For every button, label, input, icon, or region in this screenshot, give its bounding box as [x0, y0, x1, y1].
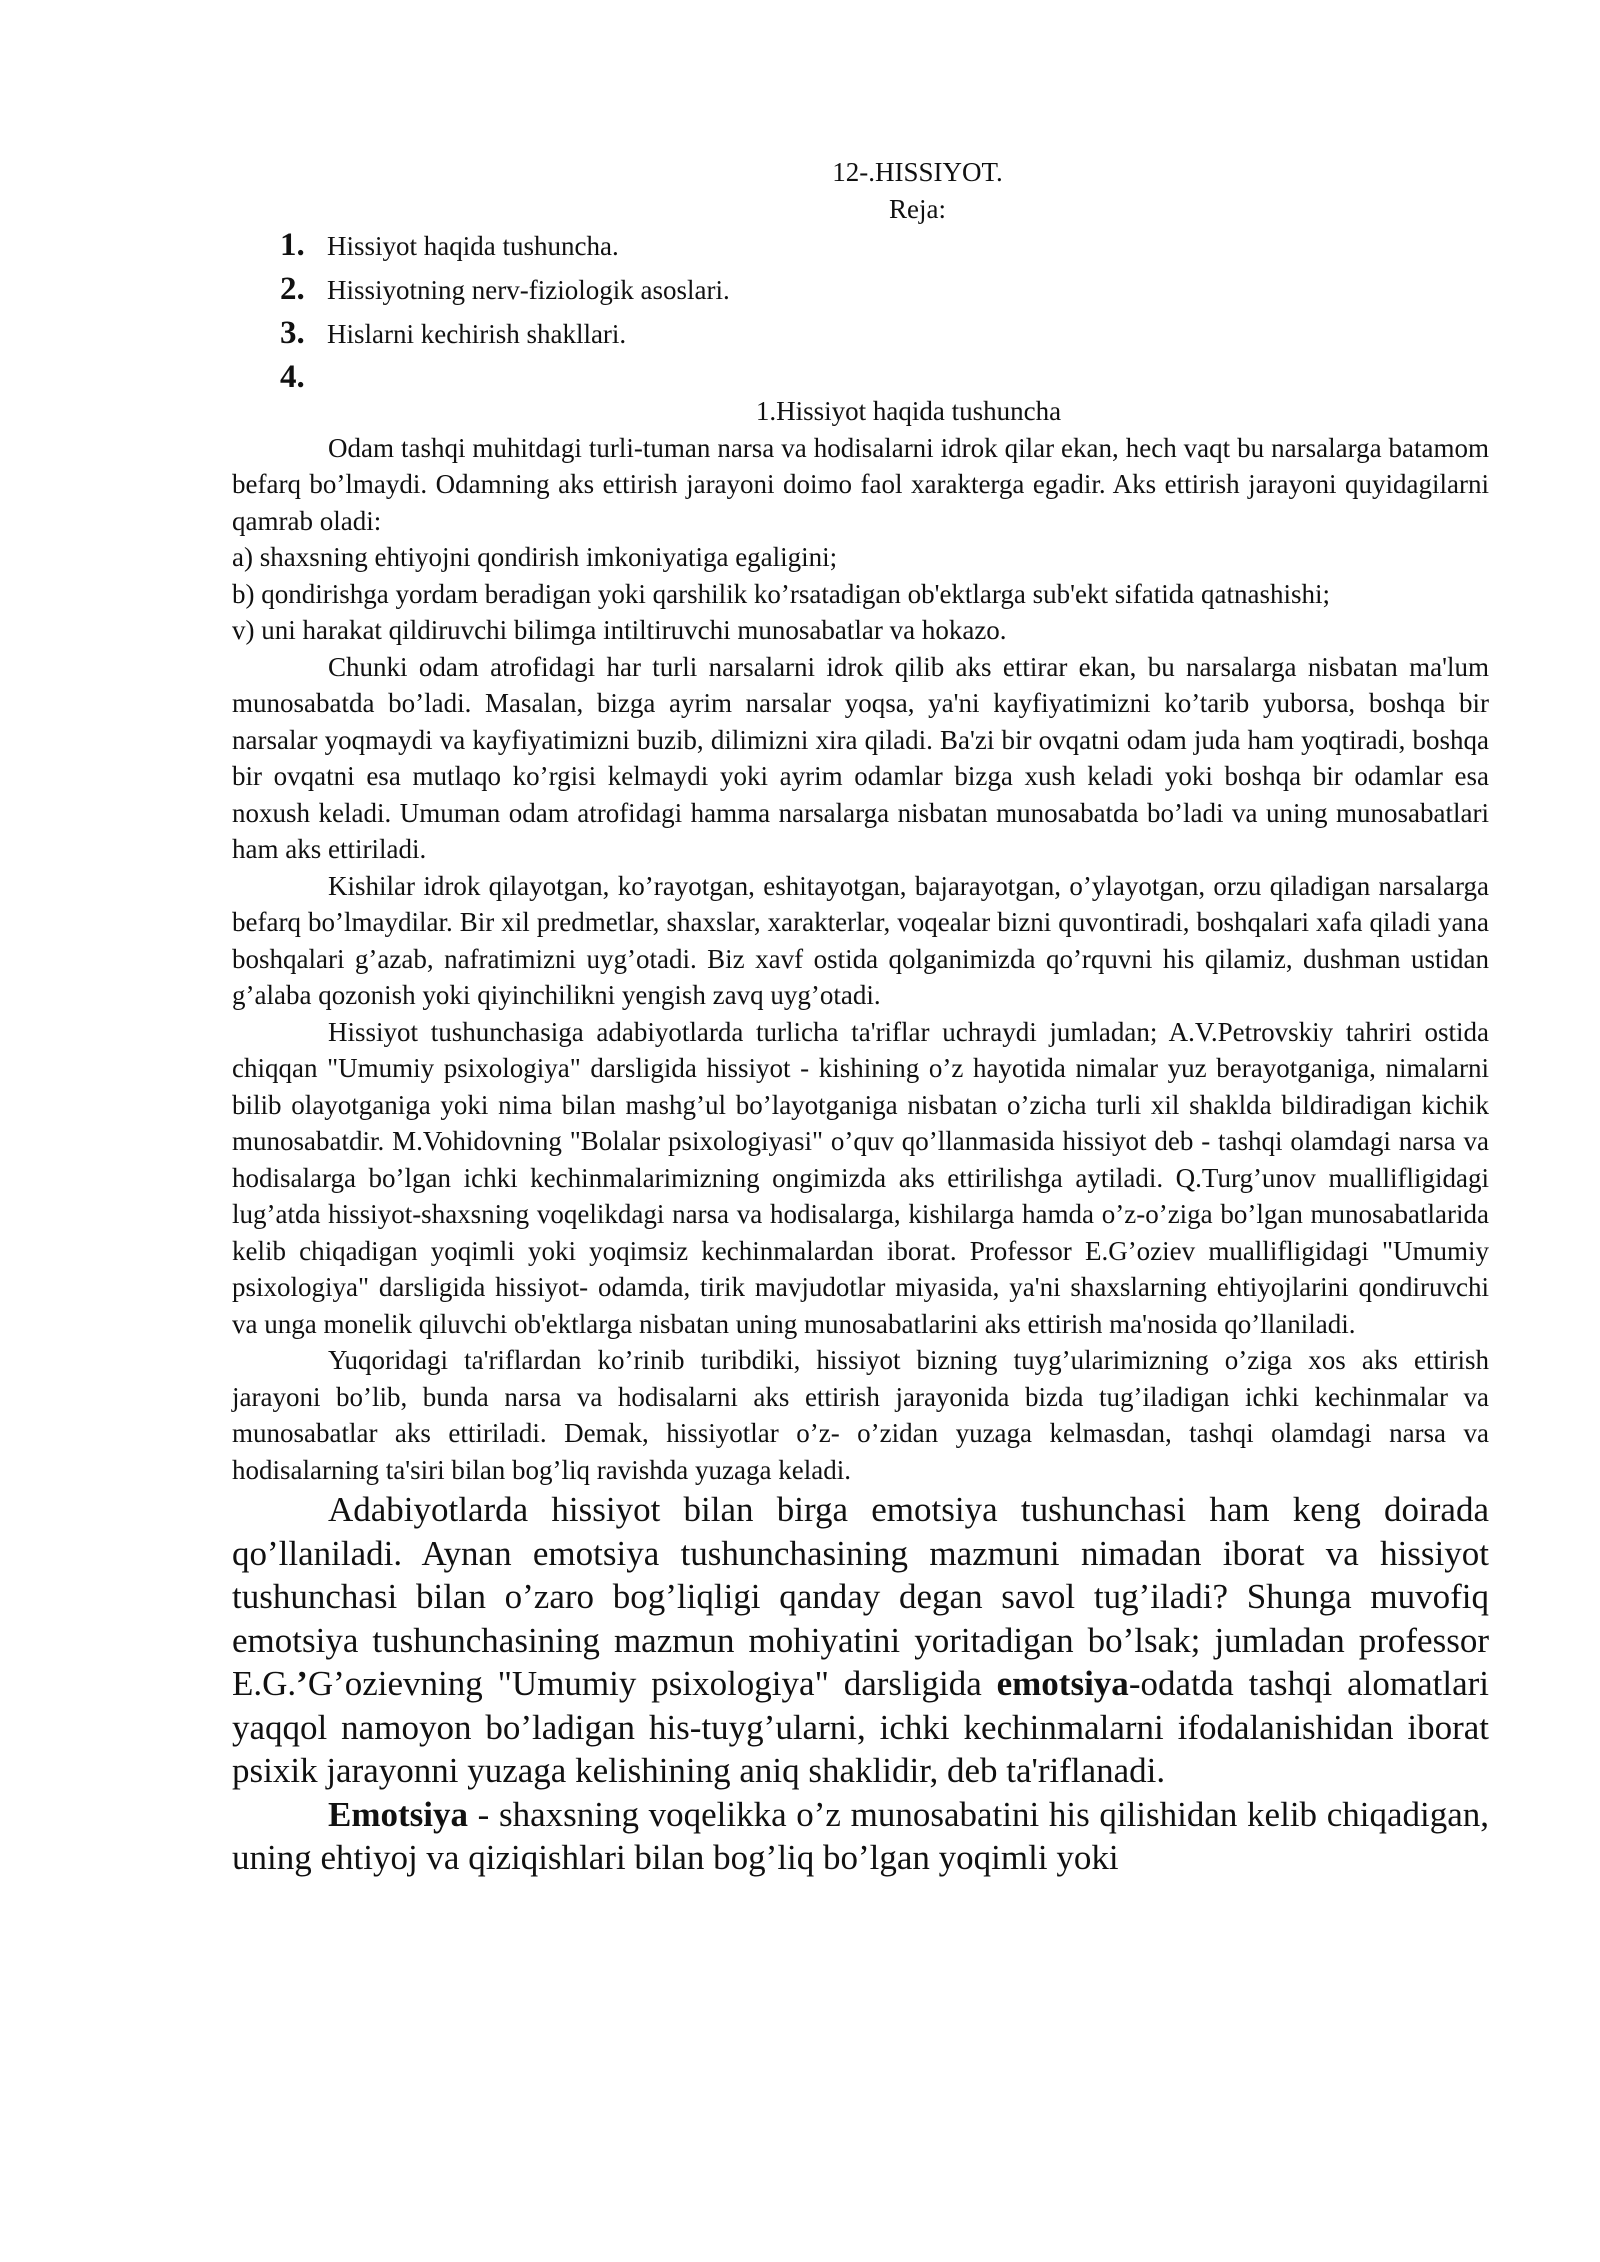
plan-item-number: 2.: [280, 271, 305, 307]
paragraph-4: Hissiyot tushunchasiga adabiyotlarda turlicha ta'riflar uchraydi jumladan; A.V.Petrovskiy tahriri ostida chiqqan "Umumiy psixologiya" darsligida hissiyot - kishining o’z hayotida nimalar yuz berayotganiga, nimalarni bilib olayotganiga yoki nima bilan mashg’ul bo’layotganiga nisbatan o’zicha turli xil shaklda bildiradigan kichik munosabatdir. M.Vohidovning "Bolalar psixologiyasi" o’quv qo’llanmasida hissiyot deb - tashqi olamdagi narsa va hodisalarga bo’lgan ichki kechinmalarimizning ongimizda aks ettirilishga aytiladi. Q.Turg’unov muallifligidagi lug’atda hissiyot-shaxsning voqelikdagi narsa va hodisalarga, kishilarga hamda o’z-o’ziga bo’lgan munosabatlarida kelib chiqadigan yoqimli yoki yoqimsiz kechinmalardan iborat. Professor E.G’oziev muallifligidagi "Umumiy psixologiya" darsligida hissiyot- odamda, tirik mavjudotlar miyasida, ya'ni shaxslarning ehtiyojlarini qondiruvchi va unga monelik qiluvchi ob'ektlarga nisbatan uning munosabatlarini aks ettirish ma'nosida qo’llaniladi.: [232, 1016, 1489, 1339]
plan-item-text: Hissiyot haqida tushuncha.: [327, 231, 619, 261]
plan-heading: Reja:: [889, 193, 946, 224]
paragraph-6-text-after: -odatda tashqi alomatlari yaqqol namoyon bo’ladigan his-tuyg’ularni, ichki kechinmalarni ifodalanishidan iborat psixik jarayonni yuzaga kelishining aniq shaklidir, deb ta'riflanadi.: [232, 1664, 1489, 1790]
plan-item-number: 3.: [280, 315, 305, 351]
plan-item-number: 1.: [280, 227, 305, 263]
paragraph-2: Chunki odam atrofidagi har turli narsalarni idrok qilib aks ettirar ekan, bu narsalarga nisbatan ma'lum munosabatda bo’ladi. Masalan, bizga ayrim narsalar yoqsa, ya'ni kayfiyatimizni ko’tarib yuborsa, boshqa bir narsalar yoqmaydi va kayfiyatimizni buzib, dilimizni xira qiladi. Ba'zi bir ovqatni odam juda ham yoqtiradi, boshqa bir ovqatni esa mutlaqo ko’rgisi kelmaydi yoki ayrim odamlar bizga xush keladi yoki boshqa bir odamlar esa noxush keladi. Umuman odam atrofidagi hamma narsalarga nisbatan munosabatda bo’ladi va uning munosabatlari ham aks ettiriladi.: [232, 651, 1489, 864]
list-item-b: b) qondirishga yordam beradigan yoki qarshilik ko’rsatadigan ob'ektlarga sub'ekt sifatida qatnashishi;: [232, 578, 1330, 609]
plan-list: [232, 227, 1489, 403]
paragraph-1: Odam tashqi muhitdagi turli-tuman narsa va hodisalarni idrok qilar ekan, hech vaqt bu narsalarga batamom befarq bo’lmaydi. Odamning aks ettirish jarayoni doimo faol xarakterga egadir. Aks ettirish jarayoni quyidagilarni qamrab oladi:: [232, 432, 1489, 536]
paragraph-6-bold-apostrophe: ’: [296, 1664, 308, 1703]
paragraph-6: [232, 1488, 1489, 1793]
plan-item-number: 4.: [280, 359, 305, 395]
plan-item-text: Hislarni kechirish shakllari.: [327, 319, 627, 349]
document-body: [232, 154, 1489, 1880]
section-heading: 1.Hissiyot haqida tushuncha: [755, 396, 1062, 426]
list-item-a: a) shaxsning ehtiyojni qondirish imkoniyatiga egaligini;: [232, 542, 838, 572]
paragraph-7-text-after: - shaxsning voqelikka o’z munosabatini his qilishidan kelib chiqadigan, uning ehtiyoj va qiziqishlari bilan bog’liq bo’lgan yoqimli yoki: [232, 1794, 1489, 1877]
paragraph-6-text-before: Adabiyotlarda hissiyot bilan birga emotsiya tushunchasi ham keng doirada qo’llaniladi. Aynan emotsiya tushunchasining mazmuni nimadan iborat va hissiyot tushunchasi bilan o’zaro bog’liqligi qanday degan savol tug’iladi? Shunga muvofiq emotsiya tushunchasining mazmun mohiyatini yoritadigan bo’lsak; jumladan professor E.G.: [232, 1490, 1489, 1703]
paragraph-5: Yuqoridagi ta'riflardan ko’rinib turibdiki, hissiyot bizning tuyg’ularimizning o’ziga xos aks ettirish jarayoni bo’lib, bunda narsa va hodisalarni aks ettirish jarayonida bizda tug’iladigan ichki kechinmalar va munosabatlar aks ettiriladi. Demak, hissiyotlar o’z- o’zidan yuzaga kelmasdan, tashqi olamdagi narsa va hodisalarning ta'siri bilan bog’liq ravishda yuzaga keladi.: [232, 1345, 1489, 1485]
plan-item: [280, 227, 1489, 271]
document-title: 12-.HISSIYOT.: [832, 157, 1003, 187]
list-item-v: v) uni harakat qildiruvchi bilimga intiltiruvchi munosabatlar va hokazo.: [232, 615, 1007, 645]
paragraph-7: [232, 1793, 1489, 1880]
paragraph-7-bold-term: Emotsiya: [328, 1794, 468, 1834]
paragraph-6-bold-term: emotsiya: [996, 1664, 1129, 1703]
paragraph-3: Kishilar idrok qilayotgan, ko’rayotgan, eshitayotgan, bajarayotgan, o’ylayotgan, orzu qiladigan narsalarga befarq bo’lmaydilar. Bir xil predmetlar, shaxslar, xarakterlar, voqealar bizni quvontiradi, boshqalari xafa qiladi yana boshqalari g’azab, nafratimizni uyg’otadi. Biz xavf ostida qolganimizda qo’rquvni his qilamiz, dushman ustidan g’alaba qozonish yoki qiyinchilikni yengish zavq uyg’otadi.: [232, 870, 1489, 1010]
plan-item-text: Hissiyotning nerv-fiziologik asoslari.: [327, 275, 730, 305]
plan-item: [280, 271, 1489, 315]
paragraph-6-text-middle: G’ozievning "Umumiy psixologiya" darsligida: [307, 1664, 997, 1703]
plan-item: [280, 315, 1489, 359]
